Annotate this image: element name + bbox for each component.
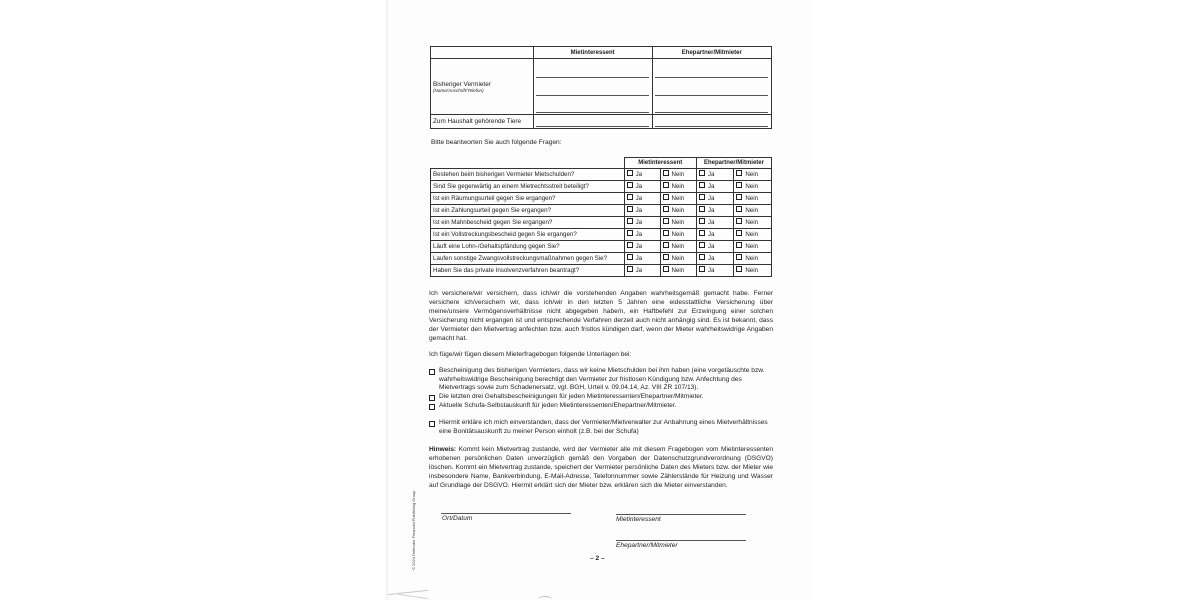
checkbox[interactable] [429,395,435,401]
ehepartner-ja-option[interactable] [696,241,733,253]
checkbox[interactable] [663,230,669,236]
checkbox[interactable] [699,242,705,248]
option-label: Ja [635,207,643,214]
checkbox[interactable] [699,266,705,272]
attachment-item[interactable] [429,393,773,402]
mietinteressent-ja-option[interactable] [624,181,660,193]
header-mietinteressent: Mietinteressent [533,47,652,59]
declaration-text: Ich versichere/wir versichern, dass ich/wir die vorstehenden Angaben wahrheitsgemäß gemacht habe. Ferner versichere ich/versichern wir, dass ich/wir in den letzten 5 Jahren eine eidesstattliche Versicherung über meine/unsere Vermögensverhältnisse nicht abgegeben habe/n, ein Haftbefehl zur Erzwingung einer solchen Versicherung nicht ergangen ist und entsprechende Verfahren derzeit auch nicht anhängig sind. Es ist bekannt, dass der Vermieter den Mietvertrag anfechten bzw. auch fristlos kündigen darf, wenn der Mieter wahrheitswidrige Angaben gemacht hat. [429,290,773,342]
option-label: Ja [707,183,715,190]
question-text: Bestehen beim bisherigen Vermieter Mietschulden? [431,169,625,181]
option-label: Nein [745,219,759,226]
ehepartner-nein-option[interactable] [734,169,772,181]
question-text: Ist ein Zahlungsurteil gegen Sie ergangen? [431,205,625,217]
checkbox[interactable] [736,182,742,188]
checkbox[interactable] [627,242,633,248]
checkbox[interactable] [699,182,705,188]
mietinteressent-ja-option[interactable] [624,265,660,277]
checkbox[interactable] [627,254,633,260]
question-text: Ist ein Räumungsurteil gegen Sie ergangen? [431,193,625,205]
signature-line-ehepartner[interactable] [616,540,746,541]
checkbox[interactable] [663,170,669,176]
option-label: Ja [707,219,715,226]
vermieter-label: Bisheriger Vermieter [433,80,491,88]
checkbox[interactable] [627,206,633,212]
option-label: Nein [745,231,759,238]
ehepartner-nein-option[interactable] [734,241,772,253]
page-number: – 2 – [590,555,605,562]
checkbox[interactable] [699,194,705,200]
ehepartner-nein-option[interactable] [734,265,772,277]
ehepartner-ja-option[interactable] [696,193,733,205]
ehepartner-nein-option[interactable] [734,217,772,229]
attachment-item[interactable] [429,402,773,411]
checkbox[interactable] [699,218,705,224]
checkbox[interactable] [736,218,742,224]
option-label: Ja [635,231,643,238]
option-label: Nein [745,183,759,190]
vermieter-field-mietinteressent[interactable] [533,59,652,115]
mietinteressent-nein-option[interactable] [660,253,696,265]
checkbox[interactable] [736,254,742,260]
question-row [431,205,772,217]
checkbox[interactable] [699,206,705,212]
checkbox[interactable] [627,194,633,200]
question-row [431,253,772,265]
checkbox[interactable] [699,254,705,260]
option-label: Nein [671,255,685,262]
mietinteressent-ja-option[interactable] [624,253,660,265]
question-row [431,193,772,205]
mietinteressent-nein-option[interactable] [660,193,696,205]
option-label: Nein [671,195,685,202]
option-label: Nein [745,207,759,214]
ehepartner-ja-option[interactable] [696,217,733,229]
checkbox[interactable] [627,170,633,176]
question-text: Ist ein Vollstreckungsbescheid gegen Sie ergangen? [431,229,625,241]
ehepartner-nein-option[interactable] [734,229,772,241]
ort-datum-label: Ort/Datum [442,515,473,522]
mietinteressent-ja-option[interactable] [624,193,660,205]
option-label: Nein [671,243,685,250]
ehepartner-ja-option[interactable] [696,181,733,193]
option-label: Ja [707,171,715,178]
consent-text: Hiermit erkläre ich mich einverstanden, dass der Vermieter/Mietverwalter zur Anbahnung eines Mietverhältnisses eine Bonitätsauskunft zu meiner Person einholt (z.B. bei der Schufa) [439,419,768,435]
checkbox[interactable] [663,254,669,260]
tiere-field-ehepartner[interactable] [652,115,771,129]
option-label: Ja [635,255,643,262]
ehepartner-ja-option[interactable] [696,229,733,241]
ehepartner-ja-option[interactable] [696,265,733,277]
mietinteressent-nein-option[interactable] [660,169,696,181]
option-label: Nein [671,183,685,190]
vermieter-field-ehepartner[interactable] [652,59,771,115]
checkbox[interactable] [736,266,742,272]
ehepartner-ja-option[interactable] [696,169,733,181]
questions-intro: Bitte beantworten Sie auch folgende Fragen: [431,139,562,146]
consent-item[interactable] [429,419,773,436]
checkbox[interactable] [736,206,742,212]
attachment-text: Die letzten drei Gehaltsbescheinigungen für jeden Mietinteressenten/Ehepartner/Mitmieter. [439,393,704,400]
row-label-tiere: Zum Haushalt gehörende Tiere [431,115,534,129]
question-row [431,181,772,193]
header-mietinteressent: Mietinteressent [624,158,696,169]
attachment-text: Bescheinigung des bisherigen Vermieters, dass wir keine Mietschulden bei ihm haben (eine vorgetäuschte bzw. wahrheitswidrige Bescheinigung berechtigt den Vermieter zur fristlosen Kündigung bzw. Anfechtung des Mietvertrags sowie zum Schadenersatz, vgl. BGH, Urteil v. 09.04.14, Az. VIII ZR 107/13). [439,367,765,392]
mietinteressent-ja-option[interactable] [624,205,660,217]
signature-line-ort[interactable] [441,513,571,514]
option-label: Ja [635,195,643,202]
ehepartner-nein-option[interactable] [734,205,772,217]
checkbox[interactable] [699,230,705,236]
option-label: Ja [635,219,643,226]
checkbox[interactable] [736,230,742,236]
notice-label: Hinweis: [429,446,457,453]
checkbox[interactable] [663,182,669,188]
mietinteressent-nein-option[interactable] [660,181,696,193]
mietinteressent-nein-option[interactable] [660,205,696,217]
mietinteressent-nein-option[interactable] [660,217,696,229]
mietinteressent-nein-option[interactable] [660,265,696,277]
mietinteressent-label: Mietinteressent [616,516,661,523]
copyright-note: © 2024 Defender Financial Publishing Group [411,490,416,570]
option-label: Nein [671,219,685,226]
ehepartner-ja-option[interactable] [696,205,733,217]
question-text: Laufen sonstige Zwangsvollstreckungsmaßnahmen gegen Sie? [431,253,625,265]
ehepartner-label: Ehepartner/Mitmieter [616,542,678,549]
question-row [431,217,772,229]
checkbox[interactable] [627,230,633,236]
option-label: Ja [635,243,643,250]
option-label: Ja [635,183,643,190]
checkbox[interactable] [663,206,669,212]
scan-artifact [388,584,478,600]
option-label: Nein [745,171,759,178]
ehepartner-nein-option[interactable] [734,253,772,265]
attachment-item[interactable] [429,367,773,393]
checkbox[interactable] [429,404,435,410]
question-text: Sind Sie gegenwärtig an einem Mietrechtsstreit beteiligt? [431,181,625,193]
option-label: Ja [707,231,715,238]
header-empty [431,158,625,169]
checkbox[interactable] [663,194,669,200]
option-label: Ja [707,207,715,214]
attachment-text: Aktuelle Schufa-Selbstauskunft für jeden Mietinteressenten/Ehepartner/Mitmieter. [439,402,677,409]
question-row [431,229,772,241]
header-empty [431,47,534,59]
question-row [431,265,772,277]
ehepartner-ja-option[interactable] [696,253,733,265]
option-label: Nein [671,171,685,178]
checkbox[interactable] [429,369,435,375]
question-text: Läuft eine Lohn-/Gehaltspfändung gegen Sie? [431,241,625,253]
checkbox[interactable] [736,242,742,248]
attachments-intro: Ich füge/wir fügen diesem Mieterfragebogen folgende Unterlagen bei: [429,351,632,358]
option-label: Nein [745,195,759,202]
mietinteressent-ja-option[interactable] [624,241,660,253]
mietinteressent-ja-option[interactable] [624,169,660,181]
landlord-table [430,46,772,129]
option-label: Ja [707,195,715,202]
option-label: Nein [671,207,685,214]
mietinteressent-ja-option[interactable] [624,229,660,241]
option-label: Nein [671,267,685,274]
tiere-field-mietinteressent[interactable] [533,115,652,129]
checkbox[interactable] [663,218,669,224]
checkbox[interactable] [627,266,633,272]
checkbox[interactable] [699,170,705,176]
option-label: Ja [635,171,643,178]
option-label: Ja [707,243,715,250]
row-label-vermieter [431,59,534,115]
mietinteressent-nein-option[interactable] [660,241,696,253]
ehepartner-nein-option[interactable] [734,181,772,193]
question-text: Ist ein Mahnbescheid gegen Sie ergangen? [431,217,625,229]
option-label: Ja [707,255,715,262]
notice-text: Kommt kein Mietvertrag zustande, wird der Vermieter alle mit diesem Fragebogen vom Mietinteressenten erhobenen persönlichen Daten unverzüglich gemäß den Vorgaben der Datenschutzgrundverordnung (DSGVO) löschen. Kommt ein Mietvertrag zustande, speichert der Vermieter persönliche Daten des Mieters bzw. der Mieter wie insbesondere Name, Bankverbindung, E-Mail-Adresse, Telefonnummer sowie Zählerstände für Heizung und Wasser auf Grundlage der DSGVO. Hiermit erklärt sich der Mieter bzw. erklären sich die Mieter einverstanden. [429,446,773,489]
question-row [431,241,772,253]
question-row [431,169,772,181]
checkbox[interactable] [429,421,435,427]
checkbox[interactable] [663,266,669,272]
privacy-notice [429,445,773,490]
option-label: Ja [707,267,715,274]
option-label: Nein [745,255,759,262]
header-ehepartner: Ehepartner/Mitmieter [652,47,771,59]
checkbox[interactable] [627,182,633,188]
option-label: Nein [671,231,685,238]
checkbox[interactable] [627,218,633,224]
option-label: Ja [635,267,643,274]
signature-line-mietinteressent[interactable] [616,514,746,515]
mietinteressent-nein-option[interactable] [660,229,696,241]
checkbox[interactable] [663,242,669,248]
questions-table [430,157,772,277]
vermieter-sublabel: (Name/Anschrift/Telefon) [433,87,484,93]
checkbox[interactable] [736,194,742,200]
question-text: Haben Sie das private Insolvenzverfahren beantragt? [431,265,625,277]
ehepartner-nein-option[interactable] [734,193,772,205]
header-ehepartner: Ehepartner/Mitmieter [696,158,771,169]
option-label: Nein [745,243,759,250]
mietinteressent-ja-option[interactable] [624,217,660,229]
option-label: Nein [745,267,759,274]
checkbox[interactable] [736,170,742,176]
